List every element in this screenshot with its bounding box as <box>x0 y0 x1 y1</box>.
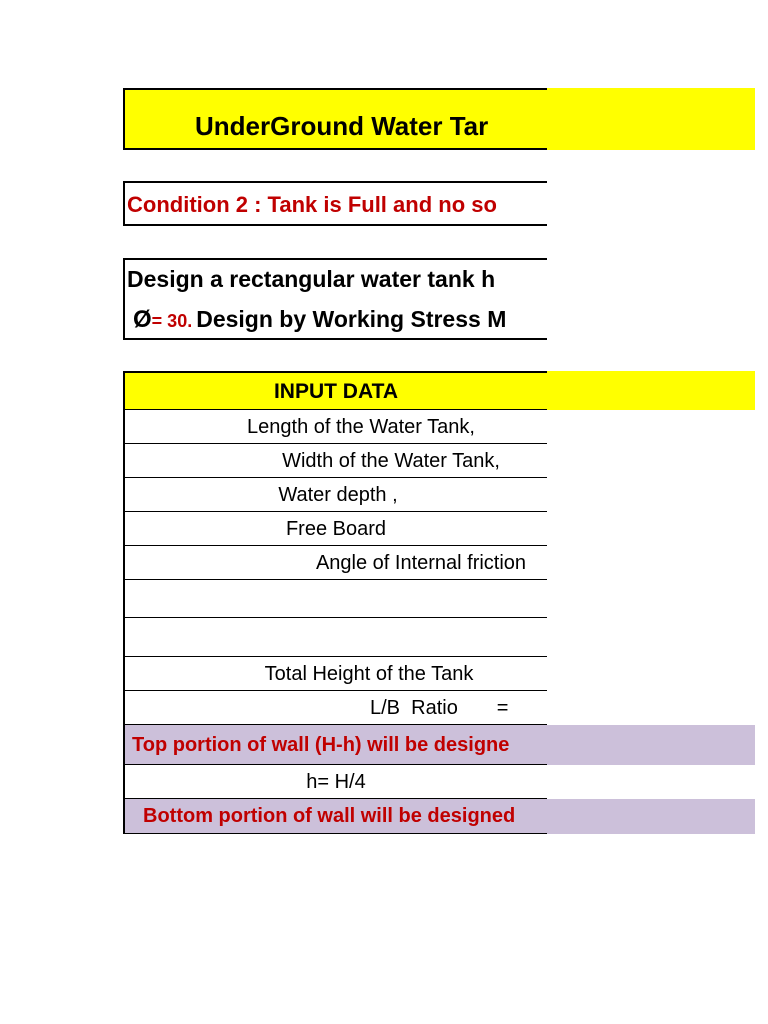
h-formula: h= H/4 <box>306 771 366 793</box>
bottom-portion-row <box>123 799 768 834</box>
design-line-1: Design a rectangular water tank h <box>127 266 496 292</box>
table-row <box>123 512 547 546</box>
design-statement-box <box>123 258 547 340</box>
table-row <box>123 657 547 691</box>
table-row <box>123 546 547 580</box>
title-fill <box>547 88 755 150</box>
empty-cell <box>123 618 547 657</box>
input-data-table <box>123 371 768 834</box>
row-label-water-depth: Water depth , <box>278 484 398 506</box>
row-label-total-height: Total Height of the Tank <box>264 663 474 685</box>
phi-value: = 30. <box>151 311 193 331</box>
row-label-free-board: Free Board <box>285 518 387 540</box>
page-title: UnderGround Water Tar <box>195 111 489 141</box>
row-label-width: Width of the Water Tank, <box>282 450 500 472</box>
table-row <box>123 618 547 657</box>
table-row <box>123 410 547 444</box>
table-header: INPUT DATA <box>123 371 547 410</box>
design-method-text: Design by Working Stress M <box>196 306 507 332</box>
title-cell <box>123 88 547 150</box>
design-line-2 <box>133 306 547 334</box>
table-row <box>123 478 547 512</box>
row-label-angle-friction: Angle of Internal friction <box>315 552 527 574</box>
empty-cell <box>123 580 547 618</box>
table-row <box>123 444 547 478</box>
row-label-lb-ratio: L/B Ratio = <box>370 697 509 719</box>
header-fill <box>547 371 755 410</box>
top-portion-text: Top portion of wall (H-h) will be designe <box>123 725 547 765</box>
table-row <box>123 691 547 725</box>
bottom-portion-text: Bottom portion of wall will be designed <box>123 799 547 834</box>
top-portion-row <box>123 725 768 765</box>
condition-box <box>123 181 547 226</box>
table-row <box>123 580 547 618</box>
table-header-row <box>123 371 768 410</box>
phi-symbol: Ø <box>133 306 152 333</box>
row-label-length: Length of the Water Tank, <box>247 416 475 438</box>
bottom-portion-fill <box>547 799 755 834</box>
top-portion-fill <box>547 725 755 765</box>
table-row <box>123 765 547 799</box>
title-bar <box>123 88 768 150</box>
condition-text: Condition 2 : Tank is Full and no so <box>127 192 497 217</box>
